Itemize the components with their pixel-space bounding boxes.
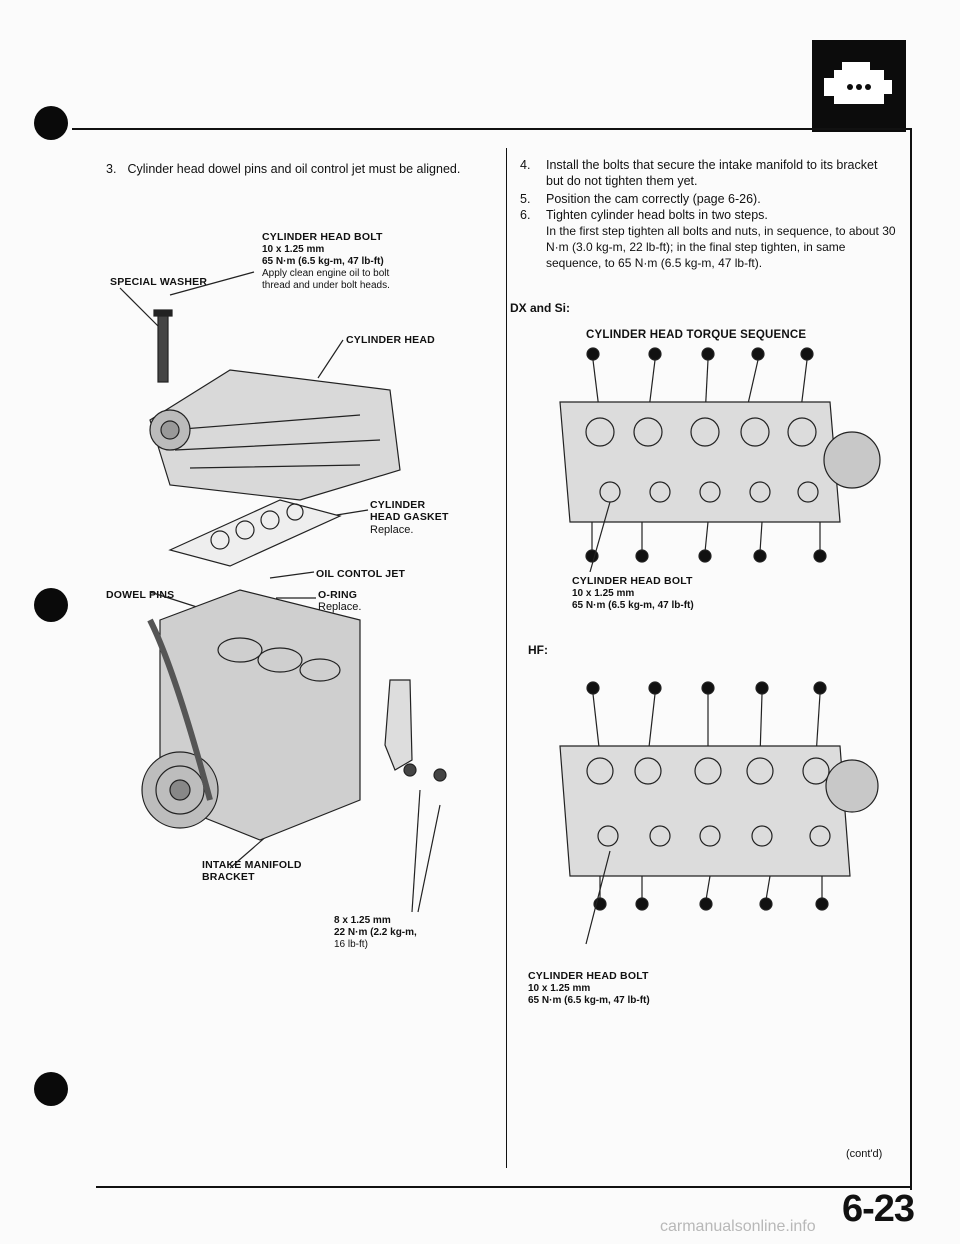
dx-head-diagram (530, 342, 890, 572)
step-3 (106, 161, 486, 177)
step-text: Cylinder head dowel pins and oil control jet must be aligned. (127, 162, 461, 176)
step-6-detail: In the first step tighten all bolts and nuts, in sequence, to about 30 N·m (3.0 kg-m, 22 lb-ft); in the final step tighten, in same sequence, to 65 N·m (6.5 kg-m, 47 lb-ft). (546, 224, 896, 270)
label-special-washer: SPECIAL WASHER (110, 276, 208, 288)
step-text: Tighten cylinder head bolts in two steps. (546, 208, 768, 222)
engine-icon (812, 40, 906, 132)
label-gasket-2: HEAD GASKET (370, 511, 449, 523)
label-gasket-1: CYLINDER (370, 499, 426, 511)
label-o-ring: O-RING (318, 589, 358, 601)
step-number: 4. (520, 158, 531, 172)
label-cylinder-head: CYLINDER HEAD (346, 334, 435, 346)
hf-head-diagram (530, 676, 890, 946)
steps-list (520, 157, 898, 271)
step-text: Position the cam correctly (page 6-26). (546, 192, 761, 206)
hf-bolt-title: CYLINDER HEAD BOLT (528, 970, 649, 982)
label-bracket-torque-1: 22 N·m (2.2 kg-m, (334, 927, 417, 938)
watermark: carmanualsonline.info (660, 1218, 816, 1235)
label-gasket-3: Replace. (370, 524, 414, 536)
step-6 (520, 207, 898, 223)
step-4 (520, 157, 898, 189)
label-bolt-torque: 65 N·m (6.5 kg-m, 47 lb-ft) (262, 256, 384, 267)
dx-bolt-title: CYLINDER HEAD BOLT (572, 575, 693, 587)
hf-label: HF: (528, 643, 548, 657)
label-bracket-size: 8 x 1.25 mm (334, 915, 391, 926)
step-text: Install the bolts that secure the intake manifold to its bracket but do not tighten them yet. (546, 158, 878, 188)
label-bolt-note-1: Apply clean engine oil to bolt (262, 268, 390, 279)
step-number: 5. (520, 192, 531, 206)
page-number: 6-23 (841, 1188, 914, 1230)
step-5 (520, 191, 898, 207)
label-oil-jet: OIL CONTOL JET (316, 568, 406, 580)
hf-bolt-size: 10 x 1.25 mm (528, 983, 591, 994)
bottom-rule (96, 1186, 912, 1188)
dx-bolt-size: 10 x 1.25 mm (572, 588, 635, 599)
continued-note: (cont'd) (846, 1148, 883, 1160)
label-bracket-torque-2: 16 lb-ft) (334, 939, 368, 950)
dx-bolt-torque: 65 N·m (6.5 kg-m, 47 lb-ft) (572, 600, 694, 611)
step-number: 3. (106, 162, 117, 176)
top-rule (72, 128, 912, 130)
step-number: 6. (520, 208, 531, 222)
engine-exploded-illustration (0, 200, 500, 960)
label-bracket-1: INTAKE MANIFOLD (202, 859, 302, 871)
binder-hole (34, 1072, 68, 1106)
label-bolt-note-2: thread and under bolt heads. (262, 280, 390, 291)
label-bracket-2: BRACKET (202, 871, 255, 883)
column-divider (506, 148, 507, 1168)
section-tab (812, 40, 906, 132)
binder-hole (34, 106, 68, 140)
label-o-ring-note: Replace. (318, 601, 362, 613)
label-bolt-title: CYLINDER HEAD BOLT (262, 231, 383, 243)
label-dowel-pins: DOWEL PINS (106, 589, 175, 601)
right-frame-rule (910, 130, 912, 1190)
torque-sequence-title: CYLINDER HEAD TORQUE SEQUENCE (586, 329, 807, 341)
label-bolt-size: 10 x 1.25 mm (262, 244, 325, 255)
dx-label: DX and Si: (510, 301, 571, 315)
hf-bolt-torque: 65 N·m (6.5 kg-m, 47 lb-ft) (528, 995, 650, 1006)
